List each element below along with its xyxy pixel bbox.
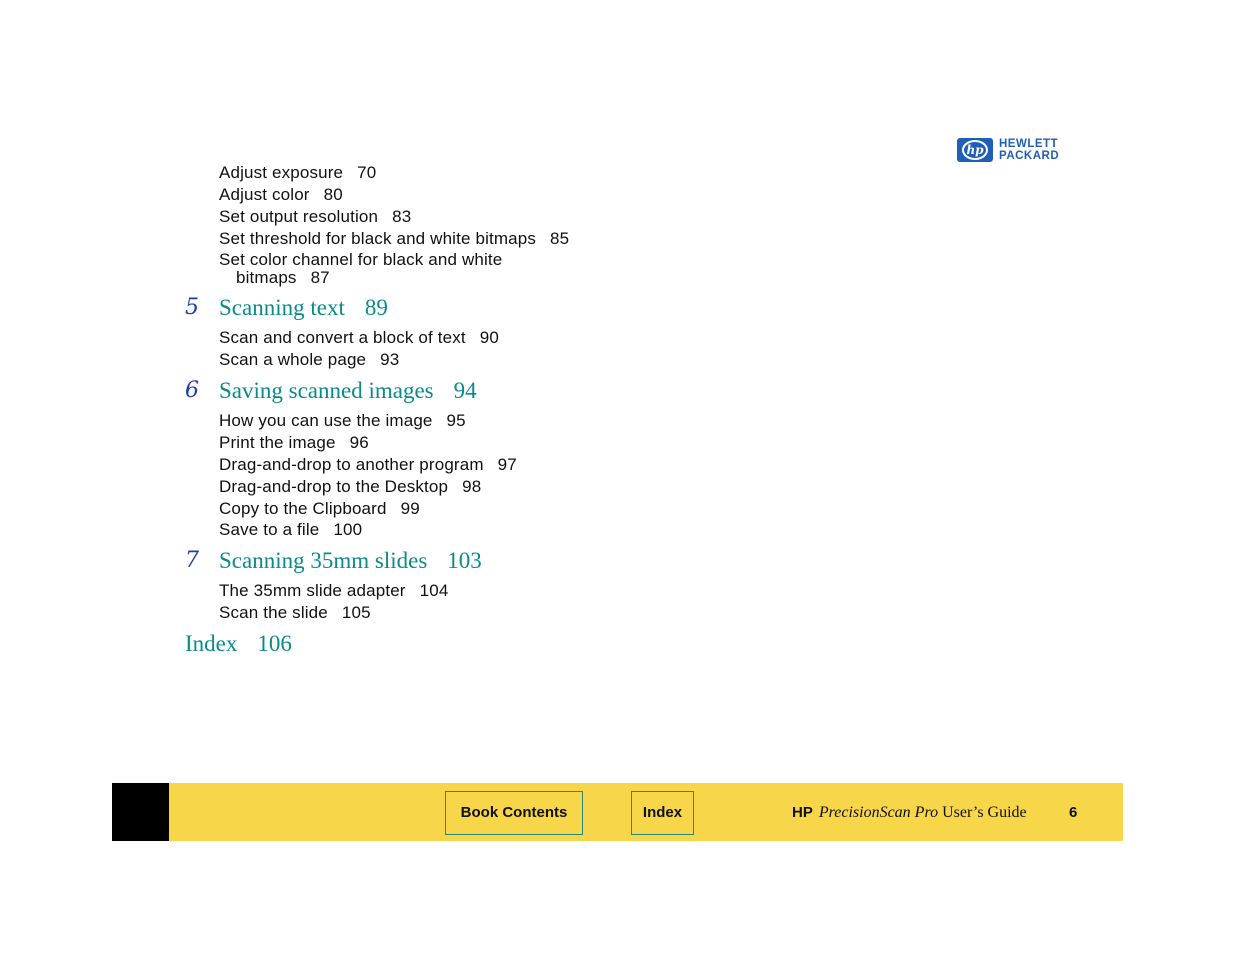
hewlett-packard-logo (957, 137, 1059, 163)
index-heading[interactable]: Index 106 (185, 631, 292, 656)
footer-bar (112, 783, 1123, 841)
logo-line-1: HEWLETT (999, 138, 1059, 150)
hp-logo-icon: hp (957, 138, 993, 162)
book-contents-button[interactable]: Book Contents (445, 791, 583, 835)
toc-entry[interactable]: Set threshold for black and white bitmaps 85 (219, 229, 570, 248)
index-button[interactable]: Index (631, 791, 694, 835)
toc-entry[interactable]: Copy to the Clipboard 99 (219, 499, 420, 518)
page-number: 6 (1069, 804, 1078, 821)
footer-black-block (112, 783, 169, 841)
toc-entry[interactable]: Save to a file 100 (219, 520, 363, 539)
toc-entry[interactable]: Set color channel for black and white bitmaps 87 (219, 250, 503, 287)
toc-entry[interactable]: Adjust exposure 70 (219, 163, 377, 182)
toc-entry[interactable]: Print the image 96 (219, 433, 369, 452)
toc-entry[interactable]: Drag-and-drop to the Desktop 98 (219, 477, 482, 496)
toc-entry[interactable]: How you can use the image 95 (219, 411, 466, 430)
toc-entry[interactable]: Drag-and-drop to another program 97 (219, 455, 517, 474)
logo-line-2: PACKARD (999, 150, 1060, 162)
toc-entry[interactable]: Scan and convert a block of text 90 (219, 328, 499, 347)
toc-entry[interactable]: The 35mm slide adapter 104 (219, 581, 449, 600)
guide-title: HP PrecisionScan Pro User’s Guide (792, 804, 1027, 821)
toc-entry[interactable]: Set output resolution 83 (219, 207, 412, 226)
toc-entry[interactable]: Adjust color 80 (219, 185, 343, 204)
toc-entry[interactable]: Scan the slide 105 (219, 603, 371, 622)
toc-entry[interactable]: Scan a whole page 93 (219, 350, 400, 369)
